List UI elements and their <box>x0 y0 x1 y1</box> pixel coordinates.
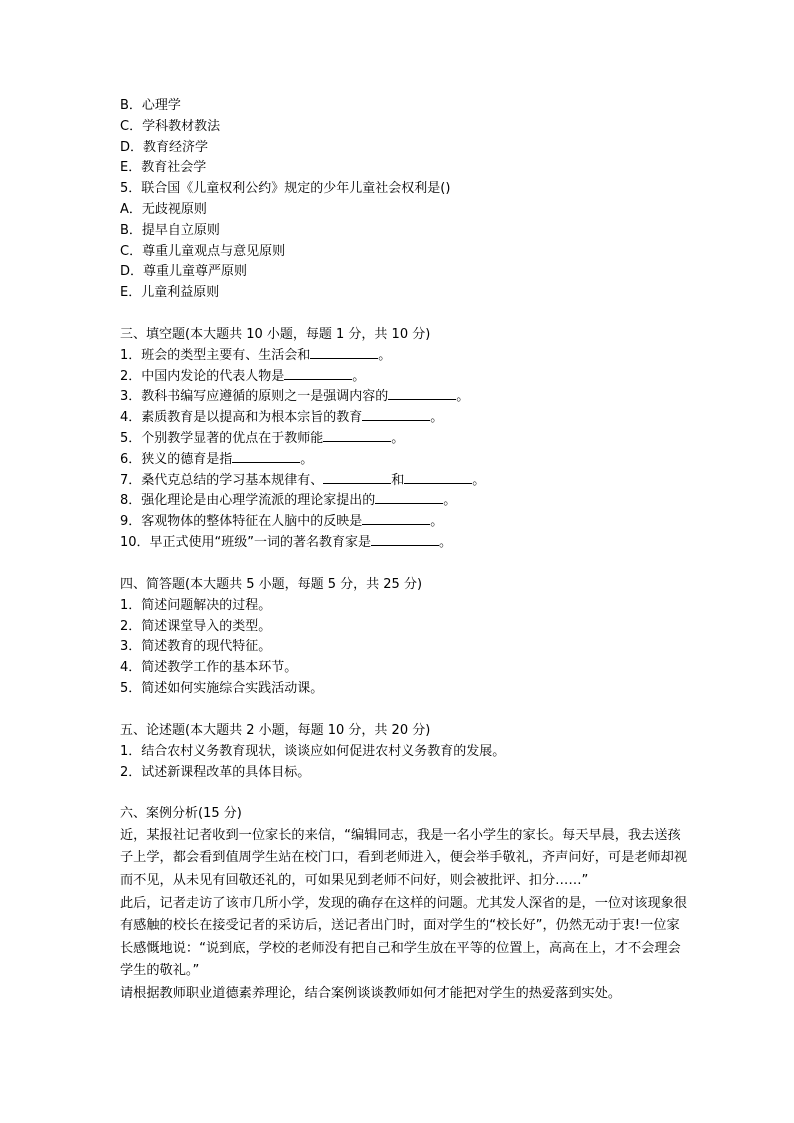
section-essay <box>120 721 690 783</box>
fill-item: 4．素质教育是以提高和为根本宗旨的教育 。 <box>120 410 444 426</box>
fill-item: 3．教科书编写应遵循的原则之一是强调内容的 。 <box>120 389 470 405</box>
option-line: D．尊重儿童尊严原则 <box>120 264 248 280</box>
answer-blank <box>310 347 378 359</box>
question-item: 5．简述如何实施综合实践活动课。 <box>120 680 324 696</box>
answer-blank <box>388 388 456 400</box>
case-paragraph: 近，某报社记者收到一位家长的来信，“编辑同志，我是一名小学生的家长。每天早晨，我去送孩子上学，都会看到值周学生站在校门口，看到老师进入，便会举手敬礼，齐声问好，可是老师却视而不见，从未见有回敬还礼的，可如果见到老师不问好，则会被批评、扣分……” <box>120 827 688 888</box>
answer-blank <box>362 409 430 421</box>
question-item: 3．简述教育的现代特征。 <box>120 639 272 655</box>
answer-blank <box>375 492 443 504</box>
option-line: E．儿童利益原则 <box>120 285 220 301</box>
answer-blank <box>323 430 391 442</box>
option-line: A．无歧视原则 <box>120 201 207 217</box>
section-title: 五、论述题(本大题共 2 小题，每题 10 分，共 20 分) <box>120 723 431 738</box>
answer-blank <box>323 472 391 484</box>
section-title: 四、简答题(本大题共 5 小题，每题 5 分，共 25 分) <box>120 577 423 592</box>
answer-blank <box>232 451 300 463</box>
fill-item: 9．客观物体的整体特征在人脑中的反映是 。 <box>120 514 444 530</box>
fill-item: 2．中国内发论的代表人物是 。 <box>120 368 366 384</box>
answer-blank <box>404 472 472 484</box>
choices-top <box>120 96 690 304</box>
fill-item: 10．早正式使用“班级”一词的著名教育家是 。 <box>120 534 453 550</box>
section-title: 六、案例分析(15 分) <box>120 806 242 821</box>
fill-item: 5．个别教学显著的优点在于教师能 。 <box>120 430 405 446</box>
answer-blank <box>284 368 352 380</box>
question-item: 1．结合农村义务教育现状，谈谈应如何促进农村义务教育的发展。 <box>120 743 506 759</box>
option-line: E．教育社会学 <box>120 160 207 176</box>
answer-blank <box>371 534 439 546</box>
option-line: B．提早自立原则 <box>120 222 220 238</box>
fill-item: 6．狭义的德育是指 。 <box>120 451 314 467</box>
case-question: 请根据教师职业道德素养理论，结合案例谈谈教师如何才能把对学生的热爱落到实处。 <box>120 985 622 1001</box>
question-item: 2．试述新课程改革的具体目标。 <box>120 764 311 780</box>
fill-item: 8．强化理论是由心理学流派的理论家提出的 。 <box>120 493 457 509</box>
section-case-analysis <box>120 804 690 1006</box>
option-line: C．尊重儿童观点与意见原则 <box>120 243 286 259</box>
section-short-answer <box>120 575 690 700</box>
answer-blank <box>362 513 430 525</box>
case-text <box>120 825 690 1006</box>
question-5-stem: 5．联合国《儿童权利公约》规定的少年儿童社会权利是() <box>120 181 451 197</box>
question-item: 2．简述课堂导入的类型。 <box>120 618 272 634</box>
case-paragraph: 此后，记者走访了该市几所小学，发现的确存在这样的问题。尤其发人深省的是，一位对该现象很有感触的校长在接受记者的采访后，送记者出门时，面对学生的“校长好”，仍然无动于衷!一位家长感慨地说：“说到底，学校的老师没有把自己和学生放在平等的位置上，高高在上，才不会理会学生的敬礼。” <box>120 895 688 979</box>
section-fill-blanks <box>120 325 690 554</box>
option-line: C．学科教材教法 <box>120 118 221 134</box>
option-line: B．心理学 <box>120 98 181 113</box>
section-title: 三、填空题(本大题共 10 小题，每题 1 分，共 10 分) <box>120 327 431 342</box>
question-item: 1．简述问题解决的过程。 <box>120 597 272 613</box>
fill-item: 1．班会的类型主要有、生活会和 。 <box>120 347 392 363</box>
fill-item: 7．桑代克总结的学习基本规律有、 和 。 <box>120 472 486 488</box>
question-item: 4．简述教学工作的基本环节。 <box>120 660 298 676</box>
option-line: D．教育经济学 <box>120 139 209 155</box>
